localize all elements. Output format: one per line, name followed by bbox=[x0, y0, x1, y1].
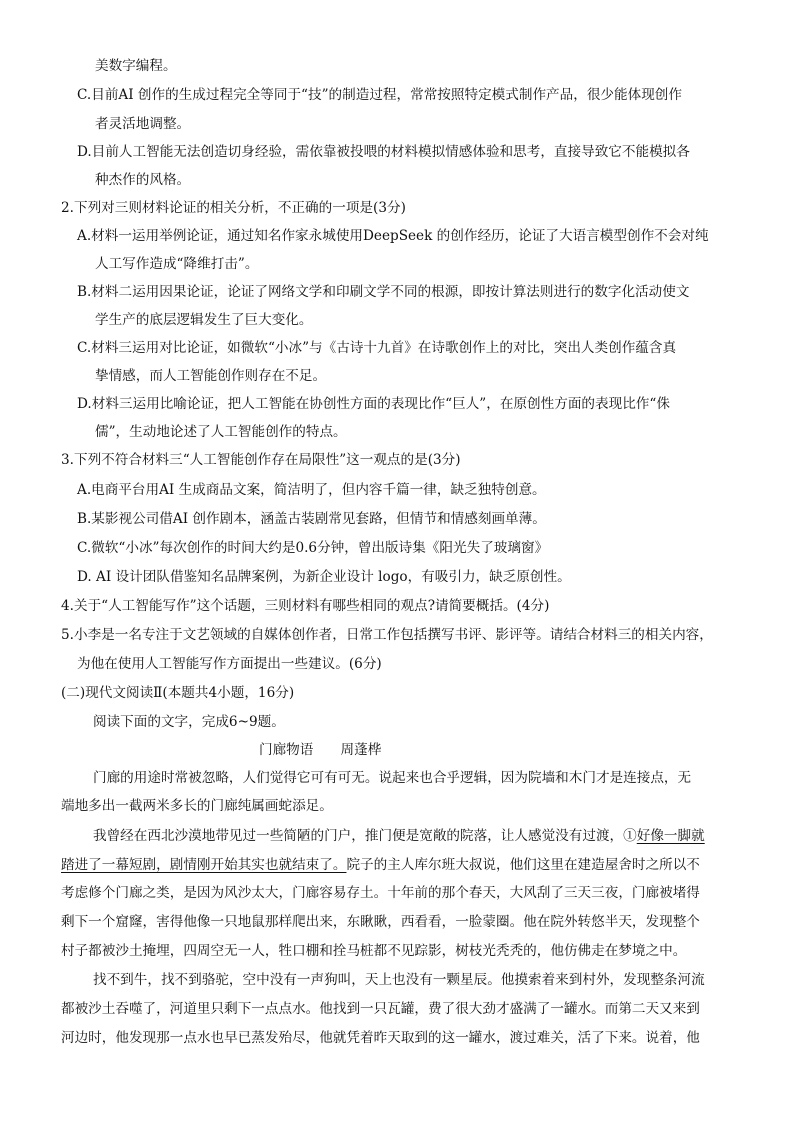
reading-instruction: 阅读下面的文字，完成6~9题。 bbox=[93, 714, 285, 730]
passage-p2-line1 bbox=[93, 826, 705, 846]
passage-p2-line3: 考虑修个门廊之类，是因为风沙太大，门廊容易存土。十年前的那个春天，大风刮了三天三夜，门廊被堵得 bbox=[61, 885, 700, 901]
q1-option-d: D.目前人工智能无法创造切身经验，需依靠被投喂的材料模拟情感体验和思考，直接导致它不能模拟各 bbox=[77, 144, 690, 160]
passage-p1-line2: 端地多出一截两米多长的门廊纯属画蛇添足。 bbox=[61, 798, 333, 814]
passage-p2-line5: 村子都被沙土掩埋，四周空无一人，牲口棚和拴马桩都不见踪影，树枝光秃秃的，他仿佛走在梦境之中。 bbox=[61, 943, 687, 959]
q1-option-c: C.目前AI 创作的生成过程完全等同于“技”的制造过程，常常按照特定模式制作产品，很少能体现创作 bbox=[77, 87, 682, 103]
q2-option-c-continuation: 挚情感，而人工智能创作则存在不足。 bbox=[95, 368, 327, 384]
q2-stem: 2.下列对三则材料论证的相关分析，不正确的一项是(3分) bbox=[61, 200, 406, 216]
q3-option-a: A.电商平台用AI 生成商品文案，简洁明了，但内容千篇一律，缺乏独特创意。 bbox=[77, 482, 546, 498]
passage-p1-line1: 门廊的用途时常被忽略，人们觉得它可有可无。说起来也合乎逻辑，因为院墙和木门才是连接点，无 bbox=[93, 770, 692, 786]
q5-stem: 5.小李是一名专注于文艺领域的自媒体创作者，日常工作包括撰写书评、影评等。请结合材料三的相关内容， bbox=[61, 627, 713, 643]
underlined-sentence-1-part1: 好像一脚就 bbox=[636, 828, 705, 844]
q1-option-c-continuation: 者灵活地调整。 bbox=[95, 116, 191, 132]
q1-option-d-continuation: 种杰作的风格。 bbox=[95, 172, 191, 188]
q2-option-b-continuation: 学生产的底层逻辑发生了巨大变化。 bbox=[95, 312, 313, 328]
underlined-sentence-1-part2: 踏进了一幕短剧，剧情刚开始其实也就结束了。 bbox=[61, 857, 347, 873]
q2-option-d: D.材料三运用比喻论证，把人工智能在协创性方面的表现比作“巨人”，在原创性方面的表现比作“侏 bbox=[77, 396, 670, 412]
passage-p2-line4: 剩下一个窟窿，害得他像一只地鼠那样爬出来，东瞅瞅，西看看，一脸蒙圈。他在院外转悠半天，发现整个 bbox=[61, 914, 700, 930]
passage-p2-line1-text: 我曾经在西北沙漠地带见过一些简陋的门户，推门便是宽敞的院落，让人感觉没有过渡，① bbox=[93, 828, 637, 844]
q2-option-d-continuation: 儒”，生动地论述了人工智能创作的特点。 bbox=[95, 424, 347, 440]
q3-stem: 3.下列不符合材料三“人工智能创作存在局限性”这一观点的是(3分) bbox=[61, 452, 461, 468]
q2-option-c: C.材料三运用对比论证，如微软“小冰”与《古诗十九首》在诗歌创作上的对比，突出人类创作蕴含真 bbox=[77, 340, 677, 356]
q2-option-a: A.材料一运用举例论证，通过知名作家永城使用DeepSeek 的创作经历，论证了大语言模型创作不会对纯 bbox=[77, 228, 709, 244]
passage-p3-line3: 河边时，他发现那一点水也早已蒸发殆尽，他就凭着昨天取到的这一罐水，渡过难关，活了下来。说着，他 bbox=[61, 1030, 700, 1046]
q2-option-a-continuation: 人工写作造成“降维打击”。 bbox=[95, 256, 259, 272]
q3-option-d: D. AI 设计团队借鉴知名品牌案例，为新企业设计 logo，有吸引力，缺乏原创性。 bbox=[77, 569, 571, 585]
section-header: (二)现代文阅读Ⅱ(本题共4小题，16分) bbox=[61, 685, 295, 701]
q1-option-b-continuation: 美数字编程。 bbox=[95, 58, 177, 74]
q3-option-b: B.某影视公司借AI 创作剧本，涵盖古装剧常见套路，但情节和情感刻画单薄。 bbox=[77, 511, 546, 527]
q5-stem-continuation: 为他在使用人工智能写作方面提出一些建议。(6分) bbox=[77, 656, 382, 672]
passage-p2-line2 bbox=[61, 855, 700, 875]
passage-title: 门廊物语 周蓬桦 bbox=[259, 742, 382, 758]
q3-option-c: C.微软“小冰”每次创作的时间大约是0.6分钟，曾出版诗集《阳光失了玻璃窗》 bbox=[77, 540, 549, 556]
passage-p3-line2: 都被沙土吞噬了，河道里只剩下一点点水。他找到一只瓦罐，费了很大劲才盛满了一罐水。而第二天又来到 bbox=[61, 1001, 700, 1017]
q2-option-b: B.材料二运用因果论证，论证了网络文学和印刷文学不同的根源，即按计算法则进行的数字化活动使文 bbox=[77, 284, 690, 300]
q4-stem: 4.关于“人工智能写作”这个话题，三则材料有哪些相同的观点?请简要概括。(4分) bbox=[61, 598, 550, 614]
passage-p2-line2-text: 院子的主人库尔班大叔说，他们这里在建造屋舍时之所以不 bbox=[346, 857, 700, 873]
passage-p3-line1: 找不到牛，找不到骆驼，空中没有一声狗叫，天上也没有一颗星辰。他摸索着来到村外，发现整条河流 bbox=[93, 972, 705, 988]
